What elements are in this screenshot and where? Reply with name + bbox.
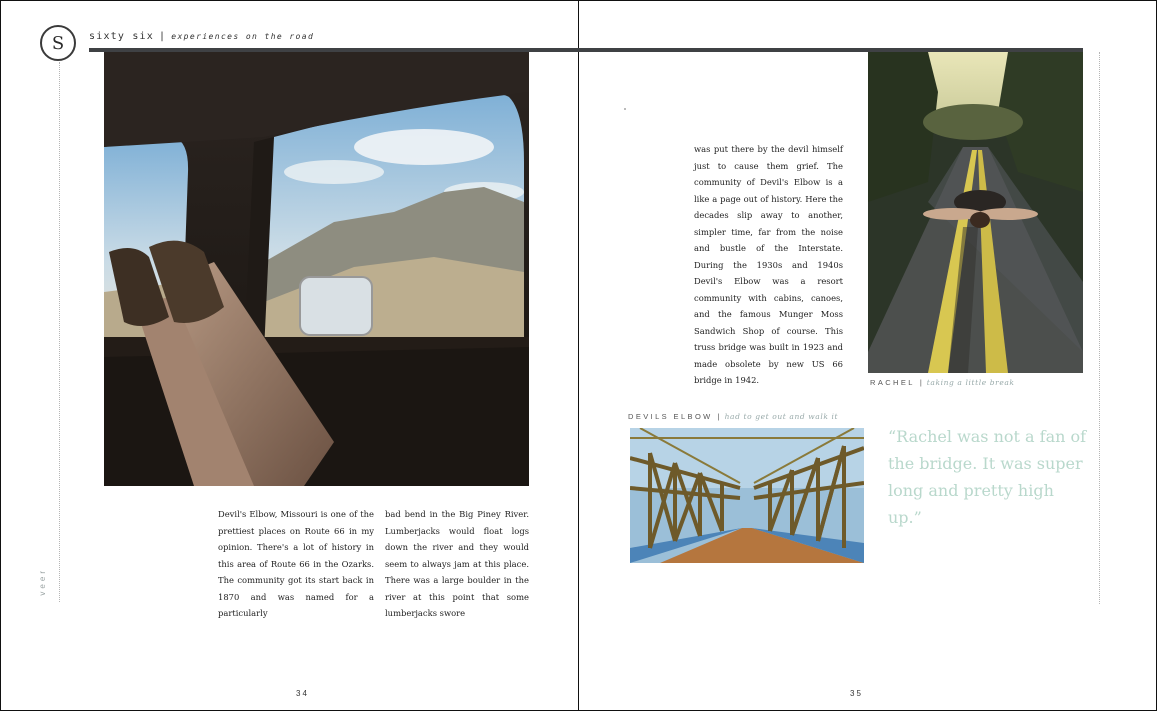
right-margin-guide — [1099, 52, 1100, 604]
caption-road-text: taking a little break — [926, 378, 1015, 387]
right-body-column: was put there by the devil himself just to cause them grief. The community of Devil's Elbow is a like a page out of history. Here the decades slip away to another, simpler time, far from the noise and bustle of the Interstate. During the 1930s and 1940s Devil's Elbow was a resort community with cabins, canoes, and the famous Munger Moss Sandwich Shop of course. This truss bridge was built in 1923 and made obsolete by new US 66 bridge in 1942. — [694, 144, 843, 385]
road-image — [868, 52, 1083, 373]
section-logo — [40, 25, 76, 61]
caption-road-name: RACHEL — [870, 378, 915, 387]
photo-bridge — [630, 428, 864, 563]
header-subtitle: experiences on the road — [171, 32, 315, 41]
caption-bridge — [628, 412, 838, 421]
caption-road — [870, 378, 1015, 387]
running-header — [89, 31, 314, 42]
bridge-image — [630, 428, 864, 563]
header-separator: | — [159, 31, 167, 42]
caption-bridge-separator: | — [717, 412, 720, 421]
side-label: veer — [38, 568, 47, 596]
caption-bridge-text: had to get out and walk it — [724, 412, 839, 421]
photo-road — [868, 52, 1083, 373]
left-body-column-2: bad bend in the Big Piney River. Lumberjacks would float logs down the river and they would seem to always jam at this place. There was a large boulder in the river at this point that some lumberjacks swore — [385, 509, 529, 618]
car-window-image — [104, 52, 529, 486]
speck — [624, 108, 626, 110]
header-section: sixty six — [89, 31, 154, 42]
page-number-left: 34 — [296, 689, 309, 698]
left-margin-guide — [59, 62, 60, 602]
pull-quote: “Rachel was not a fan of the bridge. It was super long and pretty high up.” — [888, 427, 1087, 527]
logo-letter: S — [51, 32, 65, 54]
caption-road-separator: | — [919, 378, 922, 387]
left-body-column-1: Devil's Elbow, Missouri is one of the prettiest places on Route 66 in my opinion. There's a lot of history in this area of Route 66 in the Ozarks. The community got its start back in 1870 and was named for a particularly — [218, 509, 374, 618]
page-number-right: 35 — [850, 689, 863, 698]
photo-car-window — [104, 52, 529, 486]
caption-bridge-name: DEVILS ELBOW — [628, 412, 713, 421]
